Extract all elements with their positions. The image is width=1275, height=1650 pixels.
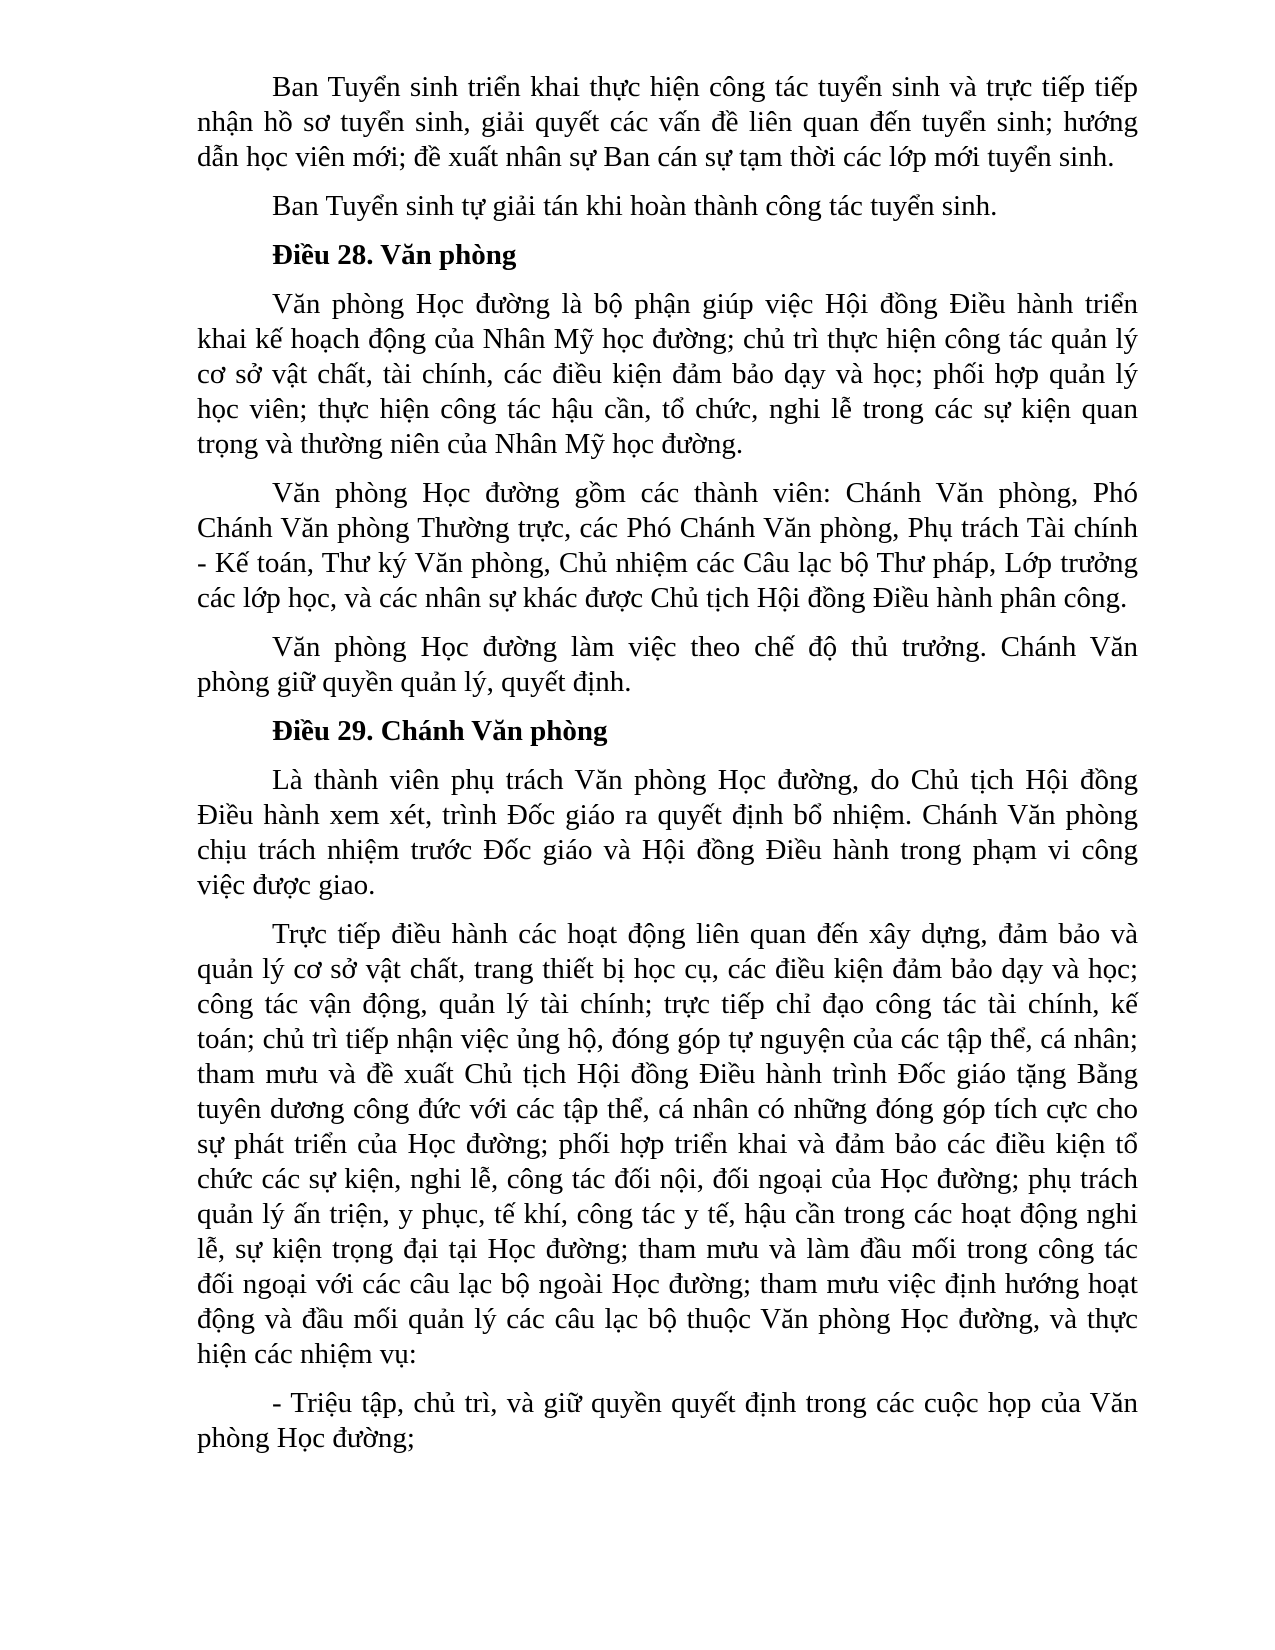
paragraph: Ban Tuyển sinh tự giải tán khi hoàn thành công tác tuyển sinh. [272, 190, 998, 222]
paragraph: Là thành viên phụ trách Văn phòng Học đường, do Chủ tịch Hội đồng Điều hành xem xét, trình Đốc giáo ra quyết định bổ nhiệm. Chánh Văn phòng chịu trách nhiệm trước Đốc giáo và Hội đồng Điều hành trong phạm vi công việc được giao. [197, 764, 1138, 901]
paragraph: Văn phòng Học đường là bộ phận giúp việc Hội đồng Điều hành triển khai kế hoạch động của Nhân Mỹ học đường; chủ trì thực hiện công tác quản lý cơ sở vật chất, tài chính, các điều kiện đảm bảo dạy và học; phối hợp quản lý học viên; thực hiện công tác hậu cần, tổ chức, nghi lễ trong các sự kiện quan trọng và thường niên của Nhân Mỹ học đường. [197, 288, 1138, 460]
paragraph: Ban Tuyển sinh triển khai thực hiện công tác tuyển sinh và trực tiếp tiếp nhận hồ sơ tuyển sinh, giải quyết các vấn đề liên quan đến tuyển sinh; hướng dẫn học viên mới; đề xuất nhân sự Ban cán sự tạm thời các lớp mới tuyển sinh. [197, 71, 1138, 173]
dash-list-item: - Triệu tập, chủ trì, và giữ quyền quyết định trong các cuộc họp của Văn phòng Học đường; [197, 1387, 1138, 1454]
paragraph: Văn phòng Học đường làm việc theo chế độ thủ trưởng. Chánh Văn phòng giữ quyền quản lý, quyết định. [197, 631, 1138, 698]
article-29-heading: Điều 29. Chánh Văn phòng [272, 715, 608, 747]
article-28-heading: Điều 28. Văn phòng [272, 239, 517, 271]
paragraph: Trực tiếp điều hành các hoạt động liên quan đến xây dựng, đảm bảo và quản lý cơ sở vật chất, trang thiết bị học cụ, các điều kiện đảm bảo dạy và học; công tác vận động, quản lý tài chính; trực tiếp chỉ đạo công tác tài chính, kế toán; chủ trì tiếp nhận việc ủng hộ, đóng góp tự nguyện của các tập thể, cá nhân; tham mưu và đề xuất Chủ tịch Hội đồng Điều hành trình Đốc giáo tặng Bằng tuyên dương công đức với các tập thể, cá nhân có những đóng góp tích cực cho sự phát triển của Học đường; phối hợp triển khai và đảm bảo các điều kiện tổ chức các sự kiện, nghi lễ, công tác đối nội, đối ngoại của Học đường; phụ trách quản lý ấn triện, y phục, tế khí, công tác y tế, hậu cần trong các hoạt động nghi lễ, sự kiện trọng đại tại Học đường; tham mưu và làm đầu mối trong công tác đối ngoại với các câu lạc bộ ngoài Học đường; tham mưu việc định hướng hoạt động và đầu mối quản lý các câu lạc bộ thuộc Văn phòng Học đường, và thực hiện các nhiệm vụ: [197, 918, 1138, 1370]
paragraph: Văn phòng Học đường gồm các thành viên: Chánh Văn phòng, Phó Chánh Văn phòng Thường trực, các Phó Chánh Văn phòng, Phụ trách Tài chính - Kế toán, Thư ký Văn phòng, Chủ nhiệm các Câu lạc bộ Thư pháp, Lớp trưởng các lớp học, và các nhân sự khác được Chủ tịch Hội đồng Điều hành phân công. [197, 477, 1138, 614]
